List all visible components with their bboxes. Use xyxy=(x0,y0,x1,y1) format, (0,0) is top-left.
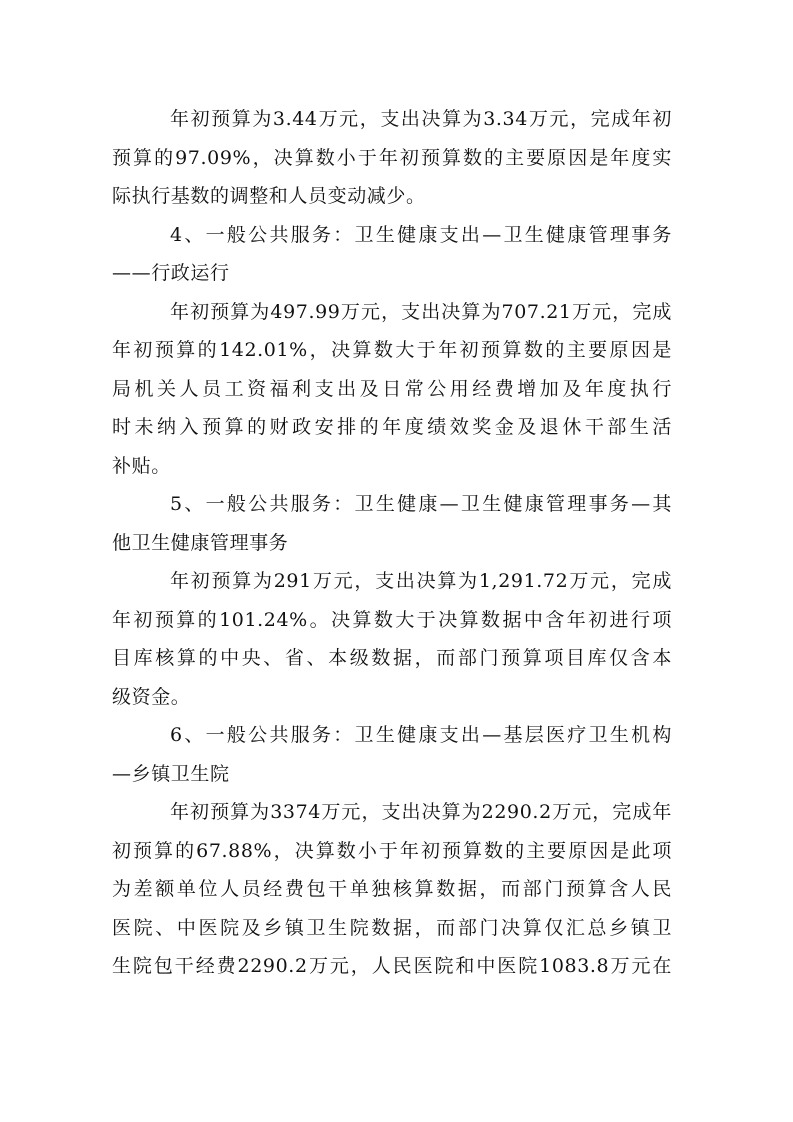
paragraph-line: 为差额单位人员经费包干单独核算数据，而部门预算含人民 xyxy=(112,878,672,900)
document-body xyxy=(112,100,672,986)
paragraph-line: 时未纳入预算的财政安排的年度绩效奖金及退休干部生活 xyxy=(112,416,672,438)
paragraph-line: 年初预算为3374万元，支出决算为2290.2万元，完成年 xyxy=(170,801,672,823)
section-heading-line: ——行政运行 xyxy=(112,262,230,284)
paragraph-line: 医院、中医院及乡镇卫生院数据，而部门决算仅汇总乡镇卫 xyxy=(112,916,672,939)
paragraph-line: 预算的97.09%，决算数小于年初预算数的主要原因是年度实 xyxy=(112,146,672,169)
paragraph-line: 级资金。 xyxy=(112,685,191,708)
section-heading-line: 5、一般公共服务：卫生健康—卫生健康管理事务—其 xyxy=(170,493,672,515)
paragraph-line: 年初预算的142.01%，决算数大于年初预算数的主要原因是 xyxy=(112,339,672,361)
paragraph-line: 局机关人员工资福利支出及日常公用经费增加及年度执行 xyxy=(112,377,672,400)
paragraph-line: 补贴。 xyxy=(112,454,171,477)
paragraph-line: 初预算的67.88%，决算数小于年初预算数的主要原因是此项 xyxy=(112,839,672,862)
paragraph-line: 年初预算为291万元，支出决算为1,291.72万元，完成 xyxy=(170,570,672,592)
section-heading-line: 他卫生健康管理事务 xyxy=(112,531,289,554)
paragraph-line: 际执行基数的调整和人员变动减少。 xyxy=(112,185,426,207)
paragraph-line: 目库核算的中央、省、本级数据，而部门预算项目库仅含本 xyxy=(112,647,672,669)
paragraph-line: 年初预算为497.99万元，支出决算为707.21万元，完成 xyxy=(170,300,672,323)
section-heading-line: 6、一般公共服务：卫生健康支出—基层医疗卫生机构 xyxy=(170,724,672,746)
section-heading-line: 4、一般公共服务：卫生健康支出—卫生健康管理事务 xyxy=(170,223,672,246)
paragraph-line: 年初预算为3.44万元，支出决算为3.34万元，完成年初 xyxy=(170,108,672,130)
section-heading-line: —乡镇卫生院 xyxy=(112,762,230,785)
paragraph-line: 生院包干经费2290.2万元，人民医院和中医院1083.8万元在 xyxy=(112,955,672,977)
paragraph-line: 年初预算的101.24%。决算数大于决算数据中含年初进行项 xyxy=(112,608,672,631)
